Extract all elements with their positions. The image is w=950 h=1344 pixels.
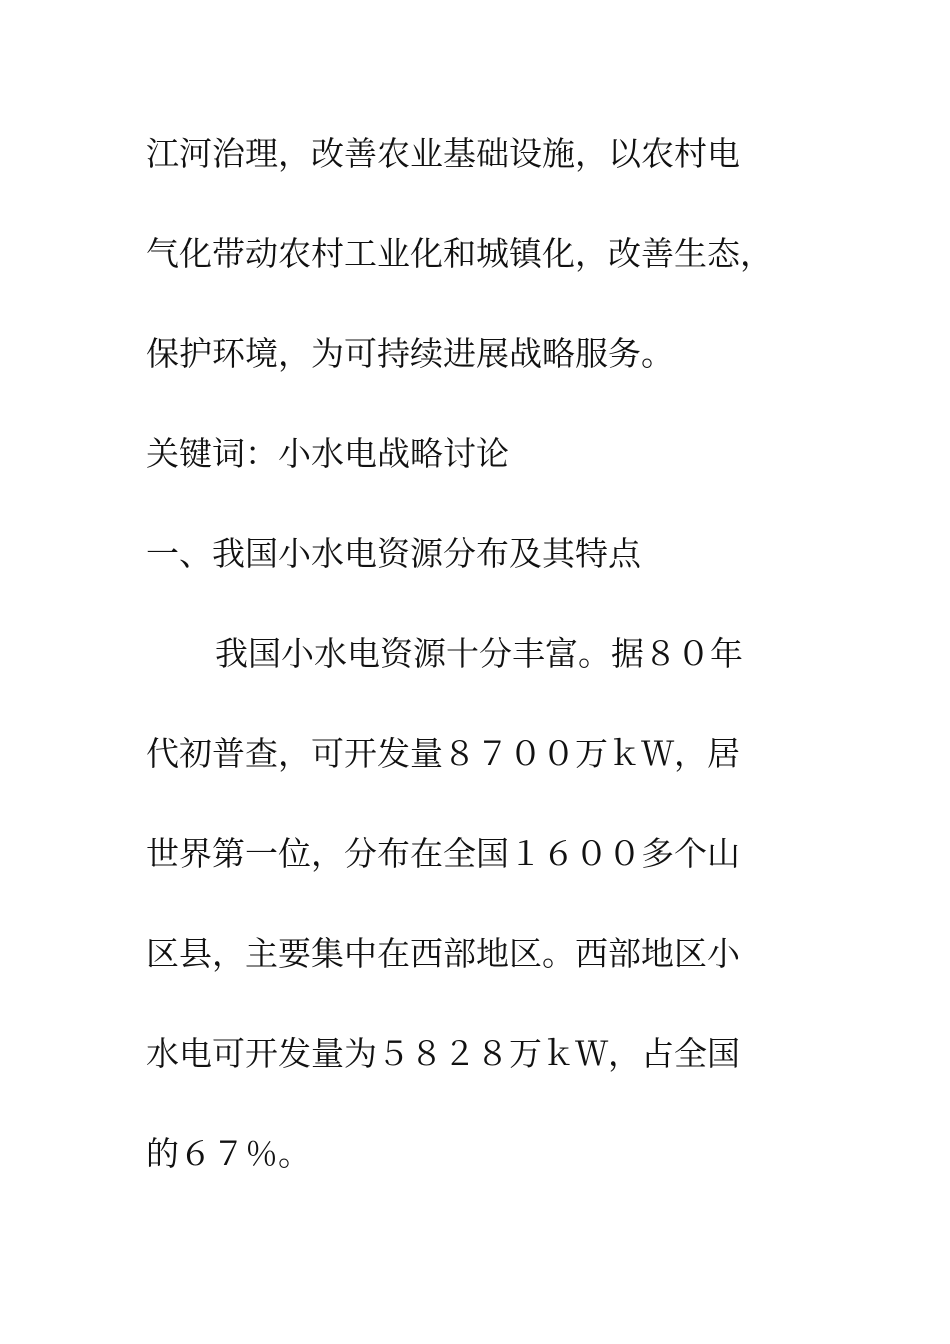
paragraph-line-6: 的６７％。: [146, 1134, 311, 1173]
paragraph-first-line: 我国小水电资源十分丰富。据８０年: [215, 634, 743, 673]
paragraph-line-5: 水电可开发量为５８２８万ｋＷ，占全国: [146, 1034, 740, 1073]
body-text-line-2: 气化带动农村工业化和城镇化，改善生态，: [146, 234, 773, 273]
paragraph-line-4: 区县，主要集中在西部地区。西部地区小: [146, 934, 740, 973]
paragraph-line-2: 代初普查，可开发量８７００万ｋＷ，居: [146, 734, 740, 773]
keywords-line: 关键词：小水电战略讨论: [146, 434, 509, 473]
body-text-line-1: 江河治理，改善农业基础设施，以农村电: [146, 134, 740, 173]
paragraph-line-3: 世界第一位，分布在全国１６００多个山: [146, 834, 740, 873]
section-heading: 一、我国小水电资源分布及其特点: [146, 534, 641, 573]
body-text-line-3: 保护环境，为可持续进展战略服务。: [146, 334, 674, 373]
